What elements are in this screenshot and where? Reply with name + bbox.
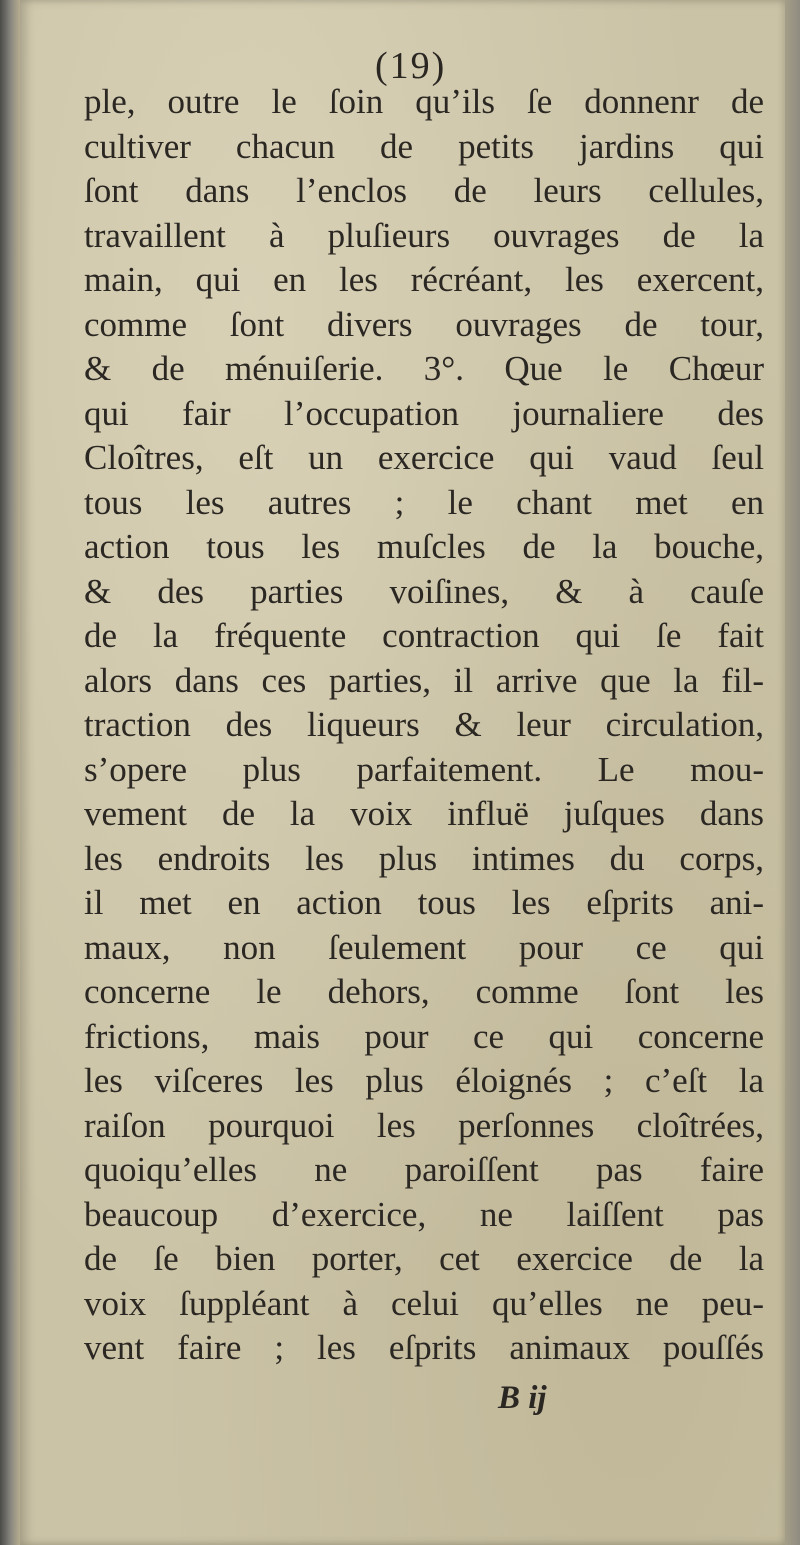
page-number: (19): [375, 45, 447, 87]
scan-right-edge: [785, 0, 800, 1545]
text-line: Cloîtres, eſt un exercice qui vaud ſeul: [84, 438, 764, 477]
text-line: il met en action tous les eſprits ani-: [84, 883, 764, 922]
text-line: frictions, mais pour ce qui concerne: [84, 1016, 764, 1056]
text-line: action tous les muſcles de la bouche,: [84, 527, 764, 566]
text-line: vement de la voix influë juſques dans: [84, 794, 764, 833]
text-line: main, qui en les récréant, les exercent,: [84, 260, 764, 299]
text-line: cultiver chacun de petits jardins qui: [84, 126, 764, 166]
text-line: de ſe bien porter, cet exercice de la: [84, 1239, 764, 1278]
text-line: & de ménuiſerie. 3°. Que le Chœur: [84, 349, 764, 388]
text-line: quoiqu’elles ne paroiſſent pas faire: [84, 1150, 764, 1189]
text-line: qui fair l’occupation journaliere des: [84, 393, 764, 433]
text-line: maux, non ſeulement pour ce qui: [84, 927, 764, 967]
text-line: s’opere plus parfaitement. Le mou-: [84, 749, 764, 789]
text-line: les endroits les plus intimes du corps,: [84, 838, 764, 878]
text-line: traction des liqueurs & leur circulation,: [84, 705, 764, 744]
text-line: & des parties voiſines, & à cauſe: [84, 571, 764, 611]
signature-mark: B ij: [498, 1380, 547, 1416]
scan-left-edge: [0, 0, 20, 1545]
text-line: beaucoup d’exercice, ne laiſſent pas: [84, 1194, 764, 1234]
text-line: comme ſont divers ouvrages de tour,: [84, 304, 764, 344]
text-line: ple, outre le ſoin qu’ils ſe donnenr de: [84, 82, 764, 121]
text-line: vent faire ; les eſprits animaux pouſſés: [84, 1328, 764, 1367]
text-line: de la fréquente contraction qui ſe fait: [84, 616, 764, 655]
text-line: alors dans ces parties, il arrive que la fil-: [84, 660, 764, 700]
text-line: ſont dans l’enclos de leurs cellules,: [84, 171, 764, 210]
text-line: travaillent à pluſieurs ouvrages de la: [84, 215, 764, 255]
text-line: concerne le dehors, comme ſont les: [84, 972, 764, 1011]
text-line: tous les autres ; le chant met en: [84, 482, 764, 522]
text-line: voix ſuppléant à celui qu’elles ne peu-: [84, 1283, 764, 1323]
text-line: raiſon pourquoi les perſonnes cloîtrées,: [84, 1105, 764, 1145]
body-text: [84, 80, 764, 1371]
text-line: les viſceres les plus éloignés ; c’eſt la: [84, 1061, 764, 1100]
